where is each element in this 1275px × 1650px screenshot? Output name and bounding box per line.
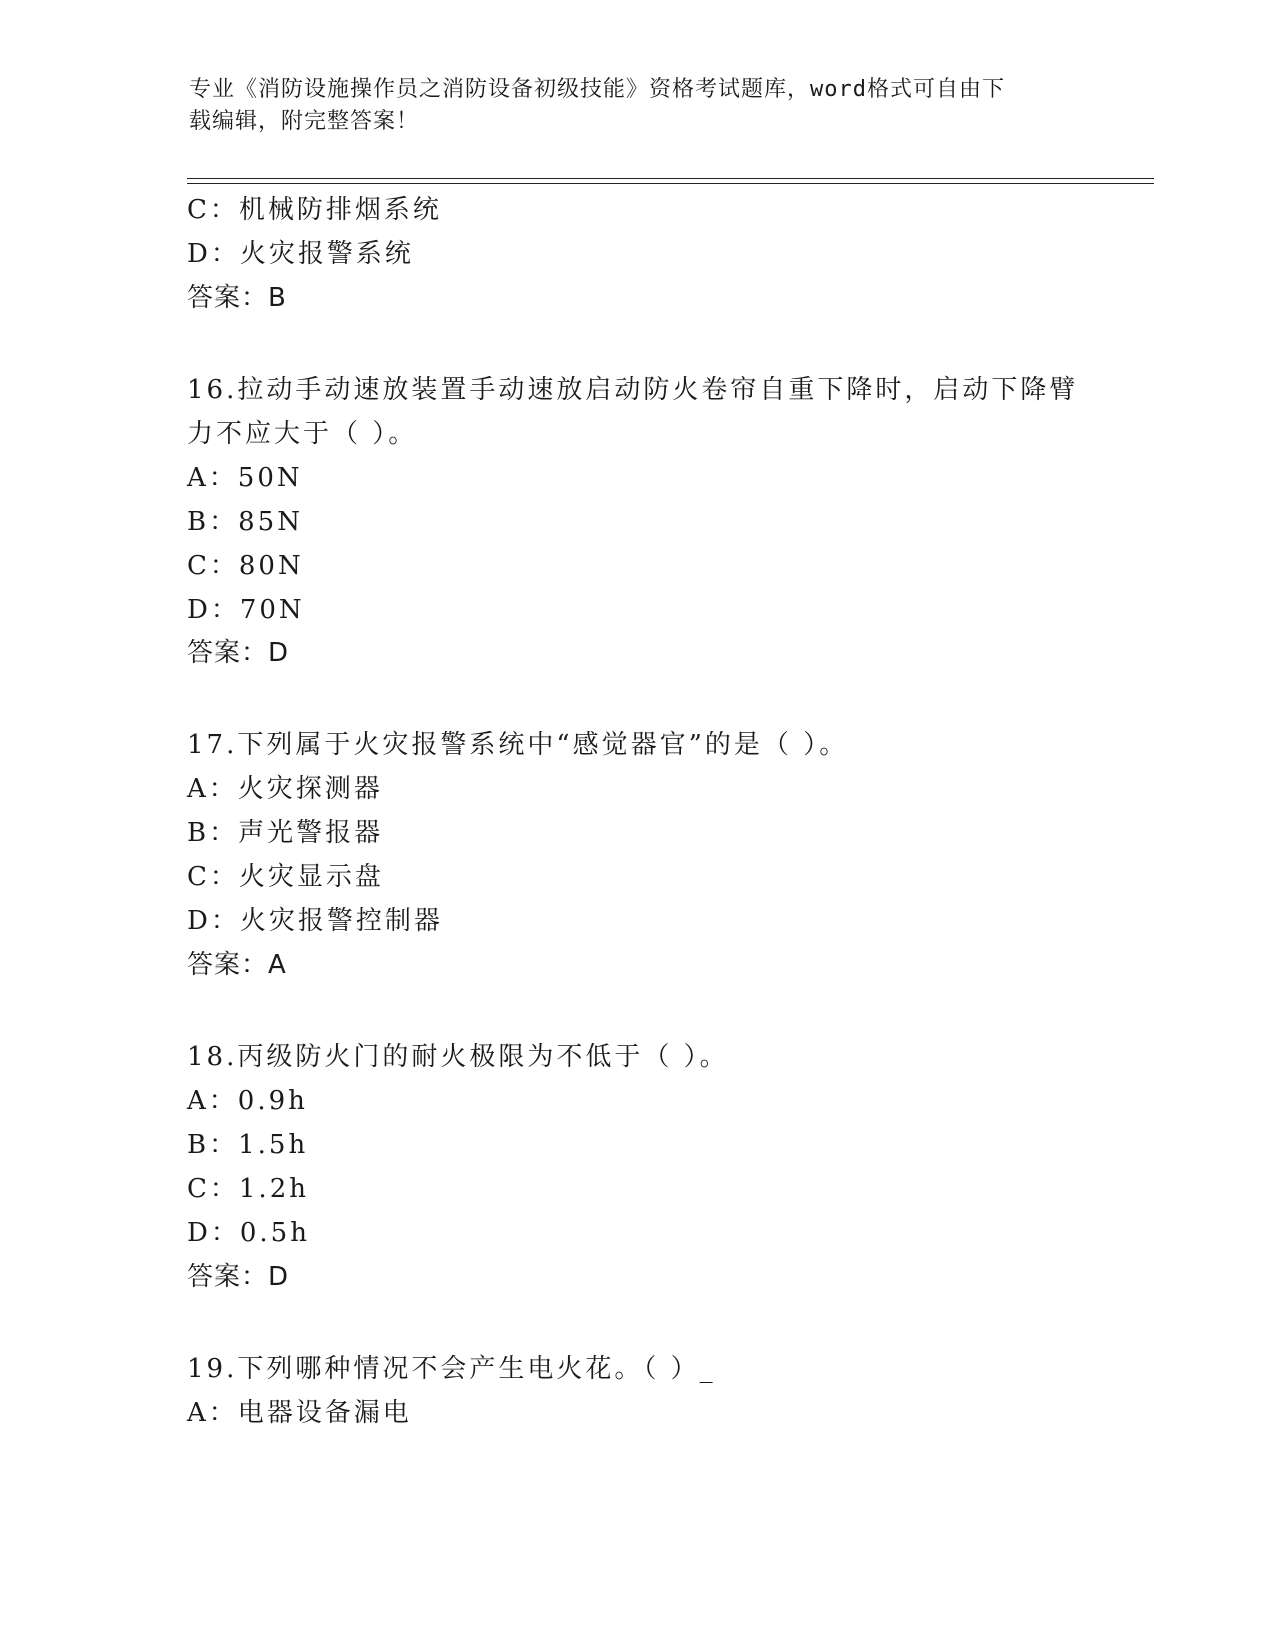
q16-option-a: A：50N [187, 463, 303, 493]
header-line-1: 专业《消防设施操作员之消防设备初级技能》资格考试题库，word格式可自由下 [189, 77, 1005, 102]
q16-option-b: B：85N [187, 507, 303, 537]
q17-option-b: B：声光警报器 [187, 818, 384, 848]
q18-option-d: D：0.5h [187, 1218, 310, 1248]
q18-answer: 答案：D [187, 1262, 290, 1292]
header-divider-bottom [187, 183, 1154, 184]
q19-option-a: A：电器设备漏电 [187, 1398, 412, 1428]
q16-stem-line-2: 力不应大于（ ）。 [187, 419, 418, 449]
q16-answer: 答案：D [187, 638, 290, 668]
q18-option-a: A：0.9h [187, 1086, 308, 1116]
q17-option-d: D：火灾报警控制器 [187, 906, 443, 936]
q16-stem-line-1: 16.拉动手动速放装置手动速放启动防火卷帘自重下降时，启动下降臂 [187, 375, 1079, 405]
q15-option-c: C：机械防排烟系统 [187, 195, 442, 225]
q17-stem: 17.下列属于火灾报警系统中“感觉器官”的是（ ）。 [187, 730, 849, 760]
q19-stem: 19.下列哪种情况不会产生电火花。（ ）_ [187, 1354, 716, 1384]
q17-option-c: C：火灾显示盘 [187, 862, 384, 892]
q15-answer: 答案：B [187, 283, 287, 313]
q18-option-c: C：1.2h [187, 1174, 309, 1204]
header-divider-top [187, 178, 1154, 179]
q16-option-d: D：70N [187, 595, 305, 625]
q16-option-c: C：80N [187, 551, 304, 581]
header-line-2: 载编辑，附完整答案！ [189, 109, 420, 134]
q15-option-d: D：火灾报警系统 [187, 239, 414, 269]
q17-answer: 答案：A [187, 950, 287, 980]
q18-option-b: B：1.5h [187, 1130, 309, 1160]
document-header [189, 74, 1089, 138]
q17-option-a: A：火灾探测器 [187, 774, 383, 804]
q18-stem: 18.丙级防火门的耐火极限为不低于（ ）。 [187, 1042, 729, 1072]
